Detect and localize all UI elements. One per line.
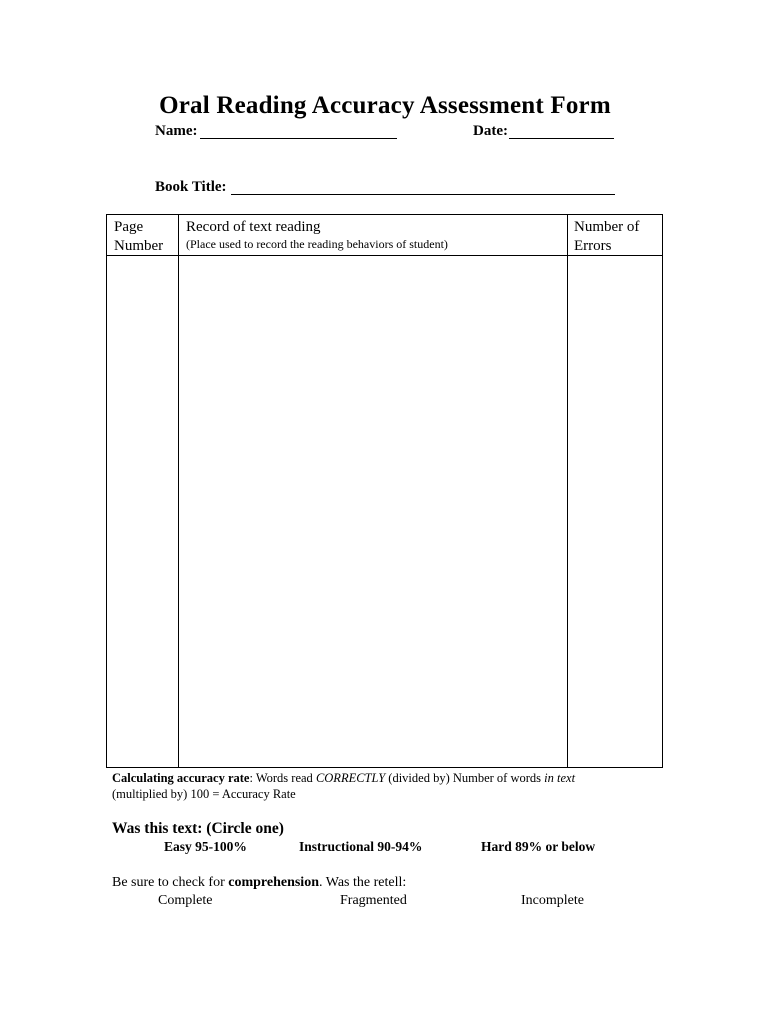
name-field[interactable] <box>200 138 397 139</box>
difficulty-question: Was this text: (Circle one) <box>112 820 284 837</box>
page-number-header <box>114 218 163 256</box>
page-header-line1: Page <box>114 219 144 235</box>
retell-complete[interactable]: Complete <box>158 893 213 908</box>
comprehension-prompt <box>112 875 406 891</box>
comprehension-suffix: . Was the retell: <box>318 875 407 890</box>
errors-header-line2: Errors <box>574 238 612 254</box>
calculation-line2: (multiplied by) 100 = Accuracy Rate <box>112 787 296 801</box>
calculation-line1 <box>112 770 575 786</box>
option-instructional[interactable]: Instructional 90-94% <box>299 839 423 854</box>
option-easy[interactable]: Easy 95-100% <box>164 839 247 854</box>
date-label: Date: <box>473 123 508 139</box>
reading-record-table <box>106 214 663 768</box>
book-title-label: Book Title: <box>155 179 227 195</box>
errors-header <box>574 218 639 256</box>
retell-fragmented[interactable]: Fragmented <box>340 893 407 908</box>
name-label: Name: <box>155 123 198 139</box>
correctly-text: CORRECTLY <box>315 771 386 785</box>
book-title-field[interactable] <box>231 194 615 195</box>
calculation-sep: : Words read <box>249 771 316 785</box>
record-cell[interactable] <box>179 256 567 767</box>
record-header: Record of text reading <box>186 219 321 235</box>
errors-cell[interactable] <box>568 256 662 767</box>
errors-header-line1: Number of <box>574 219 640 235</box>
comprehension-prefix: Be sure to check for <box>112 875 229 890</box>
in-text: in text <box>544 771 576 785</box>
calculation-label: Calculating accuracy rate <box>112 771 250 785</box>
form-title: Oral Reading Accuracy Assessment Form <box>159 92 611 119</box>
comprehension-word: comprehension <box>228 875 319 890</box>
date-field[interactable] <box>509 138 614 139</box>
divided-text: (divided by) Number of words <box>385 771 545 785</box>
retell-incomplete[interactable]: Incomplete <box>521 893 584 908</box>
page-header-line2: Number <box>114 238 164 254</box>
record-subheader: (Place used to record the reading behaviors of student) <box>186 237 448 251</box>
page-number-cell[interactable] <box>107 256 178 767</box>
option-hard[interactable]: Hard 89% or below <box>481 839 596 854</box>
